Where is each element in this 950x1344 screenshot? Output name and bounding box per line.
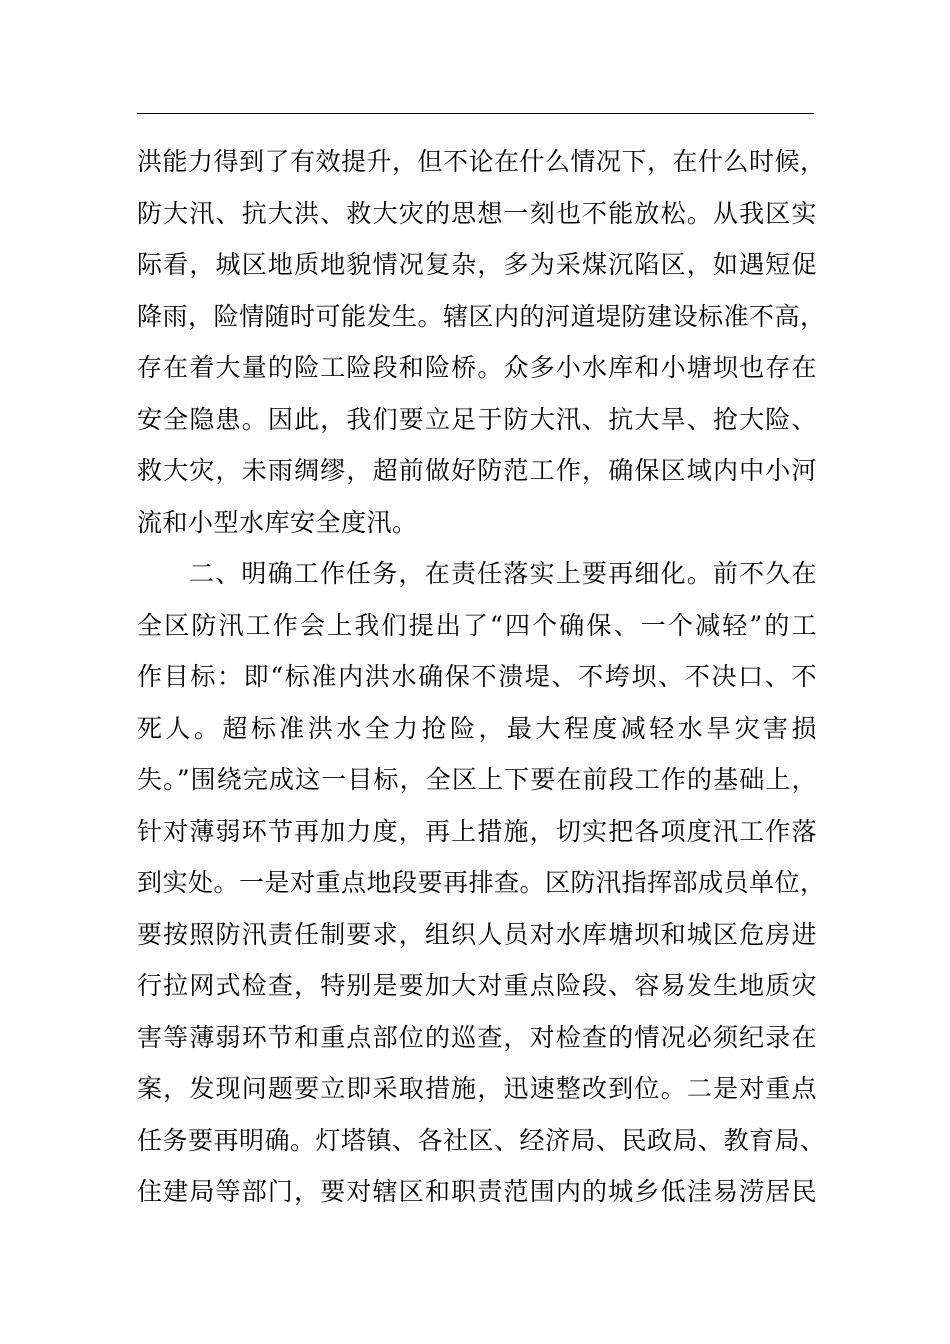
text-line: 案，发现问题要立即采取措施，迅速整改到位。二是对重点 bbox=[137, 1074, 817, 1103]
text-line: 住建局等部门，要对辖区和职责范围内的城乡低洼易涝居民 bbox=[137, 1177, 817, 1206]
text-line: 存在着大量的险工险段和险桥。众多小水库和小塘坝也存在 bbox=[137, 353, 817, 382]
body-text bbox=[137, 136, 826, 1218]
text-line: 死人。超标准洪水全力抢险，最大程度减轻水旱灾害损 bbox=[137, 713, 817, 743]
text-line: 失。”围绕完成这一目标，全区上下要在前段工作的基础上， bbox=[137, 765, 817, 794]
text-line: 流和小型水库安全度汛。 bbox=[137, 507, 418, 537]
text-line: 救大灾，未雨绸缪，超前做好防范工作，确保区域内中小河 bbox=[137, 456, 817, 485]
text-line: 降雨，险情随时可能发生。辖区内的河道堤防建设标准不高， bbox=[137, 301, 826, 331]
text-line: 洪能力得到了有效提升，但不论在什么情况下，在什么时候， bbox=[137, 147, 826, 176]
paragraph bbox=[137, 136, 826, 548]
text-line: 全区防汛工作会上我们提出了“四个确保、一个减轻”的工 bbox=[137, 610, 817, 640]
paragraph bbox=[137, 548, 826, 1218]
text-line: 行拉网式检查，特别是要加大对重点险段、容易发生地质灾 bbox=[137, 971, 817, 1000]
text-line: 害等薄弱环节和重点部位的巡查，对检查的情况必须纪录在 bbox=[137, 1022, 817, 1052]
text-line: 针对薄弱环节再加力度，再上措施，切实把各项度汛工作落 bbox=[137, 816, 817, 846]
header-rule bbox=[137, 113, 814, 114]
text-line: 任务要再明确。灯塔镇、各社区、经济局、民政局、教育局、 bbox=[137, 1125, 826, 1155]
text-line: 际看，城区地质地貌情况复杂，多为采煤沉陷区，如遇短促 bbox=[137, 250, 817, 279]
text-line: 要按照防汛责任制要求，组织人员对水库塘坝和城区危房进 bbox=[137, 919, 817, 949]
text-line: 安全隐患。因此，我们要立足于防大汛、抗大旱、抢大险、 bbox=[137, 404, 817, 434]
text-line: 作目标：即“标准内洪水确保不溃堤、不垮坝、不决口、不 bbox=[137, 662, 817, 691]
text-line: 到实处。一是对重点地段要再排查。区防汛指挥部成员单位， bbox=[137, 868, 826, 897]
text-line: 防大汛、抗大洪、救大灾的思想一刻也不能放松。从我区实 bbox=[137, 198, 817, 228]
text-line: 二、明确工作任务，在责任落实上要再细化。前不久在 bbox=[189, 559, 817, 588]
